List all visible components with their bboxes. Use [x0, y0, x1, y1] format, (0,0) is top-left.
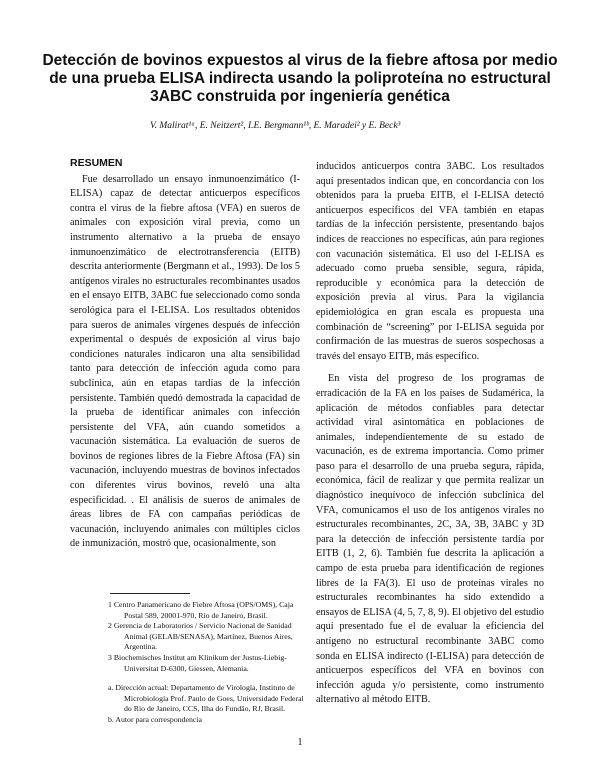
paper-title: Detección de bovinos expuestos al virus de la fiebre aftosa por medio de una prueba ELISA indirecta usando la poliproteína no estructural 3ABC construida por ingeniería genética — [42, 52, 558, 105]
abstract-paragraph-continued: inducidos anticuerpos contra 3ABC. Los resultados aquí presentados indican que, en concordancia con los obtenidos para la prueba EITB, el I-ELISA detectó anticuerpos específicos del VFA también en etapas tardías de la infección persistente, presentando bajos índices de reacciones no específicas, aún para regiones con vacunación sistemática. El uso del I-ELISA es adecuado como prueba sensible, segura, rápida, reproducible y económica para la detección de exposición previa al virus. Para la vigilancia epidemiológica en gran escala es propuesta una combinación de “screening” por I-ELISA seguida por confirmación de las muestras de sueros sospechosas a través del ensayo EITB, más específico. — [316, 161, 544, 362]
author-list: V. Malirat¹ᵃ, E. Neitzert², I.E. Bergmann¹ᵇ, E. Maradei² y E. Beck³ — [150, 121, 401, 131]
abstract-paragraph: Fue desarrollado un ensayo inmunoenzimático (I-ELISA) capaz de detectar anticuerpos específicos contra el virus de la fiebre aftosa (VFA) en sueros de animales con exposición viral previa, como un instrumento alternativo a la prueba de ensayo inmunoenzimático de electrotransferencia (EITB) descrita anteriormente (Bergmann et al., 1993). De los 5 antígenos virales no estructurales recombinantes usados en el ensayo EITB, 3ABC fue seleccionado como sonda serológica para el I-ELISA. Los resultados obtenidos para sueros de animales vírgenes después de infección experimental o después de exposición al virus bajo condiciones naturales indicaron una alta sensibilidad tanto para detección de infección aguda como para subclínica, aún en etapas tardías de la infección persistente. También quedó demostrada la capacidad de la prueba de identificar animales con infección persistente del VFA, aún cuando sometidos a vacunación sistemática. La evaluación de sueros de bovinos de regiones libres de la Fiebre Aftosa (FA) sin vacunación, incluyendo muestras de bovinos infectados con diferentes virus bovinos, reveló una alta especificidad. . El análisis de sueros de animales de áreas libres de FA con campañas periódicas de vacunación, incluyendo animales con múltiples ciclos de inmunización, mostró que, ocasionalmente, son — [70, 173, 300, 550]
footnote-affiliation-3: 3 Biochemisches Institut am Klinikum der Justus-Liebig-Universitat D-6300, Giessen, Alemania. — [108, 652, 287, 673]
footnote-affiliation-2: 2 Gerencia de Laboratorios / Servicio Nacional de Sanidad Animal (GELAB/SENASA), Martínez, Buenos Aires, Argentina. — [108, 621, 293, 652]
introduction-paragraph: En vista del progreso de los programas de erradicación de la FA en los países de Sudamérica, la aplicación de métodos confiables para detectar actividad viral asintomática en poblaciones de animales, independientemente de su estado de vacunación, es de extrema importancia. Como primer paso para el desarrollo de una prueba segura, rápida, económica, fácil de realizar y que permita realizar un diagnóstico inequívoco de infección subclínica del VFA, comunicamos el uso de los antígenos virales no estructurales recombinantes, 2C, 3A, 3B, 3ABC y 3D para la detección de infección persistente tardía por EITB (1, 2, 6). También fue descrita la aplicación a campo de esta prueba para identificación de regiones libres de la FA(3). El uso de proteínas virales no estructurales recombinantes ha sido extendido a ensayos de ELISA (4, 5, 7, 8, 9). El objetivo del estudio aquí presentado fue el de evaluar la eficiencia del antígeno no estructural recombinante 3ABC como sonda en ELISA indirecto (I-ELISA) para detección de anticuerpos específicos del VFA en bovinos con infección aguda y/o persistente, como instrumento alternativo al método EITB. — [316, 373, 544, 706]
left-column — [70, 156, 300, 552]
page-number: 1 — [297, 737, 303, 748]
footnote-affiliation-1: 1 Centro Panamericano de Fiebre Aftosa (OPS/OMS), Caja Postal 589, 20001-970, Río de Janeiro, Brasil. — [108, 600, 294, 620]
footnote-corresponding-author: b. Autor para correspondencia — [108, 714, 202, 724]
footnotes — [108, 600, 304, 726]
footnote-divider — [110, 593, 190, 594]
abstract-heading: RESUMEN — [70, 157, 123, 169]
right-column — [316, 160, 544, 708]
footnote-current-address: a. Dirección actual: Departamento de Virología, Instituto de Microbiología Prof. Paulo de Goes, Universidade Federal do Rio de Janeiro, CCS, Ilha do Fundão, RJ, Brasil. — [108, 683, 304, 714]
